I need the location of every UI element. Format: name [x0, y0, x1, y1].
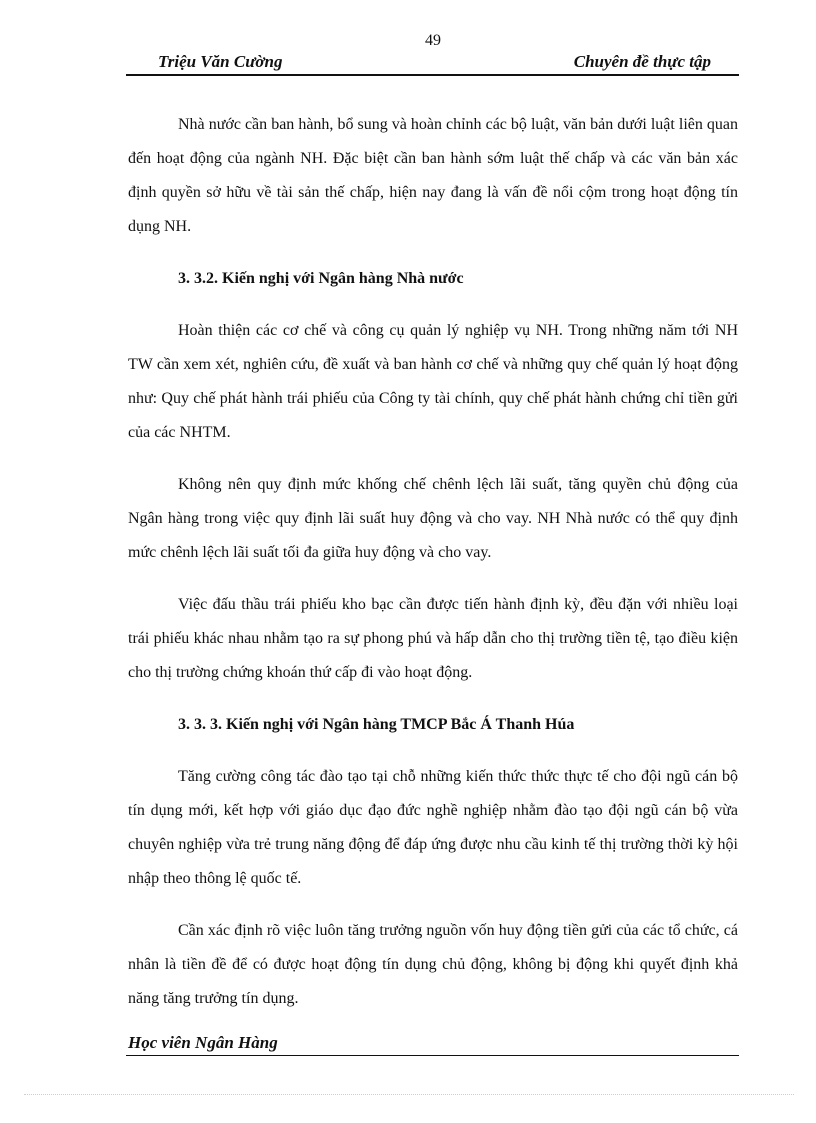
header-author: Triệu Văn Cường [158, 52, 283, 71]
page-body [128, 108, 738, 1034]
page-number: 49 [425, 32, 441, 49]
page-footer [126, 1033, 739, 1056]
header-document-type: Chuyên đề thực tập [573, 52, 711, 71]
page-header [126, 52, 739, 76]
body-paragraph: Hoàn thiện các cơ chế và công cụ quản lý nghiệp vụ NH. Trong những năm tới NH TW cần xem xét, nghiên cứu, đề xuất và ban hành cơ chế và những quy chế quản lý hoạt động như: Quy chế phát hành trái phiếu của Công ty tài chính, quy chế phát hành chứng chỉ tiền gửi của các NHTM. [128, 322, 738, 441]
page-bottom-edge [24, 1094, 794, 1095]
body-paragraph: Nhà nước cần ban hành, bổ sung và hoàn chỉnh các bộ luật, văn bản dưới luật liên quan đến hoạt động của ngành NH. Đặc biệt cần ban hành sớm luật thế chấp và các văn bản xác định quyền sở hữu về tài sản thế chấp, hiện nay đang là vấn đề nổi cộm trong hoạt động tín dụng NH. [128, 116, 738, 235]
section-heading: 3. 3.2. Kiến nghị với Ngân hàng Nhà nước [178, 270, 464, 287]
body-paragraph: Việc đấu thầu trái phiếu kho bạc cần được tiến hành định kỳ, đều đặn với nhiều loại trái phiếu khác nhau nhằm tạo ra sự phong phú và hấp dẫn cho thị trường tiền tệ, tạo điều kiện cho thị trường chứng khoán thứ cấp đi vào hoạt động. [128, 596, 738, 681]
footer-institution: Học viên Ngân Hàng [128, 1033, 278, 1052]
section-heading: 3. 3. 3. Kiến nghị với Ngân hàng TMCP Bắc Á Thanh Húa [178, 716, 575, 733]
body-paragraph: Cần xác định rõ việc luôn tăng trưởng nguồn vốn huy động tiền gửi của các tổ chức, cá nhân là tiền đề để có được hoạt động tín dụng chủ động, không bị động khi quyết định khả năng tăng trưởng tín dụng. [128, 922, 738, 1007]
body-paragraph: Tăng cường công tác đào tạo tại chỗ những kiến thức thức thực tế cho đội ngũ cán bộ tín dụng mới, kết hợp với giáo dục đạo đức nghề nghiệp nhằm đào tạo đội ngũ cán bộ vừa chuyên nghiệp vừa trẻ trung năng động để đáp ứng được nhu cầu kinh tế thị trường thời kỳ hội nhập theo thông lệ quốc tế. [128, 768, 738, 887]
body-paragraph: Không nên quy định mức khống chế chênh lệch lãi suất, tăng quyền chủ động của Ngân hàng trong việc quy định lãi suất huy động và cho vay. NH Nhà nước có thể quy định mức chênh lệch lãi suất tối đa giữa huy động và cho vay. [128, 476, 738, 561]
